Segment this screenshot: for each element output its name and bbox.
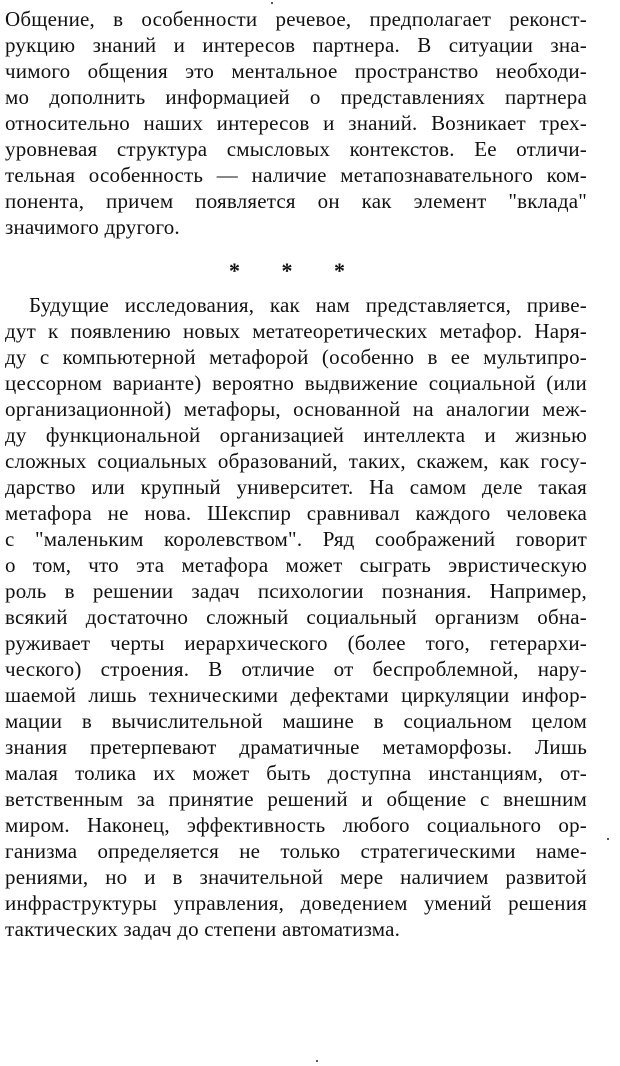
text-line: мации в вычислительной машине в социальном целом	[5, 709, 587, 733]
text-line: относительно наших интересов и знаний. Возникает трех-	[5, 111, 587, 135]
text-line: уровневая структура смысловых контекстов. Ее отличи-	[5, 137, 587, 161]
text-line: дут к появлению новых метатеоретических метафор. Наря-	[5, 319, 587, 343]
text-line: ветственным за принятие решений и общение с внешним	[5, 787, 587, 811]
text-line: мо дополнить информацией о представлениях партнера	[5, 85, 587, 109]
text-line: понента, причем появляется он как элемент "вклада"	[5, 189, 587, 213]
text-line: с "маленьким королевством". Ряд соображений говорит	[5, 527, 587, 551]
text-line: малая толика их может быть доступна инстанциям, от-	[5, 761, 587, 785]
text-line: организационной) метафоры, основанной на аналогии меж-	[5, 397, 587, 421]
text-line: ческого) строения. В отличие от беспроблемной, нару-	[5, 657, 587, 681]
text-line: чимого общения это ментальное пространство необходи-	[5, 59, 587, 83]
text-line: ду функциональной организацией интеллекта и жизнью	[5, 423, 587, 447]
text-line: тактических задач до степени автоматизма.	[5, 917, 401, 941]
text-line: шаемой лишь техническими дефектами циркуляции инфор-	[5, 683, 587, 707]
text-line: всякий достаточно сложный социальный организм обна-	[5, 605, 587, 629]
text-line: тельная особенность — наличие метапознавательного ком-	[5, 163, 587, 187]
text-line: рениями, но и в значительной мере наличием развитой	[5, 865, 587, 889]
text-line: дарство или крупный университет. На самом деле такая	[5, 475, 587, 499]
text-line: роль в решении задач психологии познания. Например,	[5, 579, 587, 603]
text-line: цессорном варианте) вероятно выдвижение социальной (или	[5, 371, 587, 395]
book-page	[5, 0, 615, 1066]
scan-speck	[607, 838, 609, 840]
text-line: знания претерпевают драматичные метаморфозы. Лишь	[5, 735, 587, 759]
text-line: сложных социальных образований, таких, скажем, как госу-	[5, 449, 587, 473]
text-line: Будущие исследования, как нам представляется, приве-	[29, 293, 587, 317]
text-line: руживает черты иерархического (более того, гетерархи-	[5, 631, 587, 655]
text-line: миром. Наконец, эффективность любого социального ор-	[5, 813, 587, 837]
text-line: инфраструктуры управления, доведением умений решения	[5, 891, 587, 915]
text-line: Общение, в особенности речевое, предполагает реконст-	[5, 7, 587, 31]
text-line: метафора не нова. Шекспир сравнивал каждого человека	[5, 501, 587, 525]
scan-speck	[271, 2, 273, 4]
text-line: значимого другого.	[5, 215, 180, 239]
text-line: ганизма определяется не только стратегическими наме-	[5, 839, 587, 863]
section-separator: * * *	[229, 258, 363, 283]
scan-speck	[316, 1060, 318, 1062]
text-line: ду с компьютерной метафорой (особенно в ее мультипро-	[5, 345, 587, 369]
text-line: о том, что эта метафора может сыграть эвристическую	[5, 553, 587, 577]
text-line: рукцию знаний и интересов партнера. В ситуации зна-	[5, 33, 587, 57]
